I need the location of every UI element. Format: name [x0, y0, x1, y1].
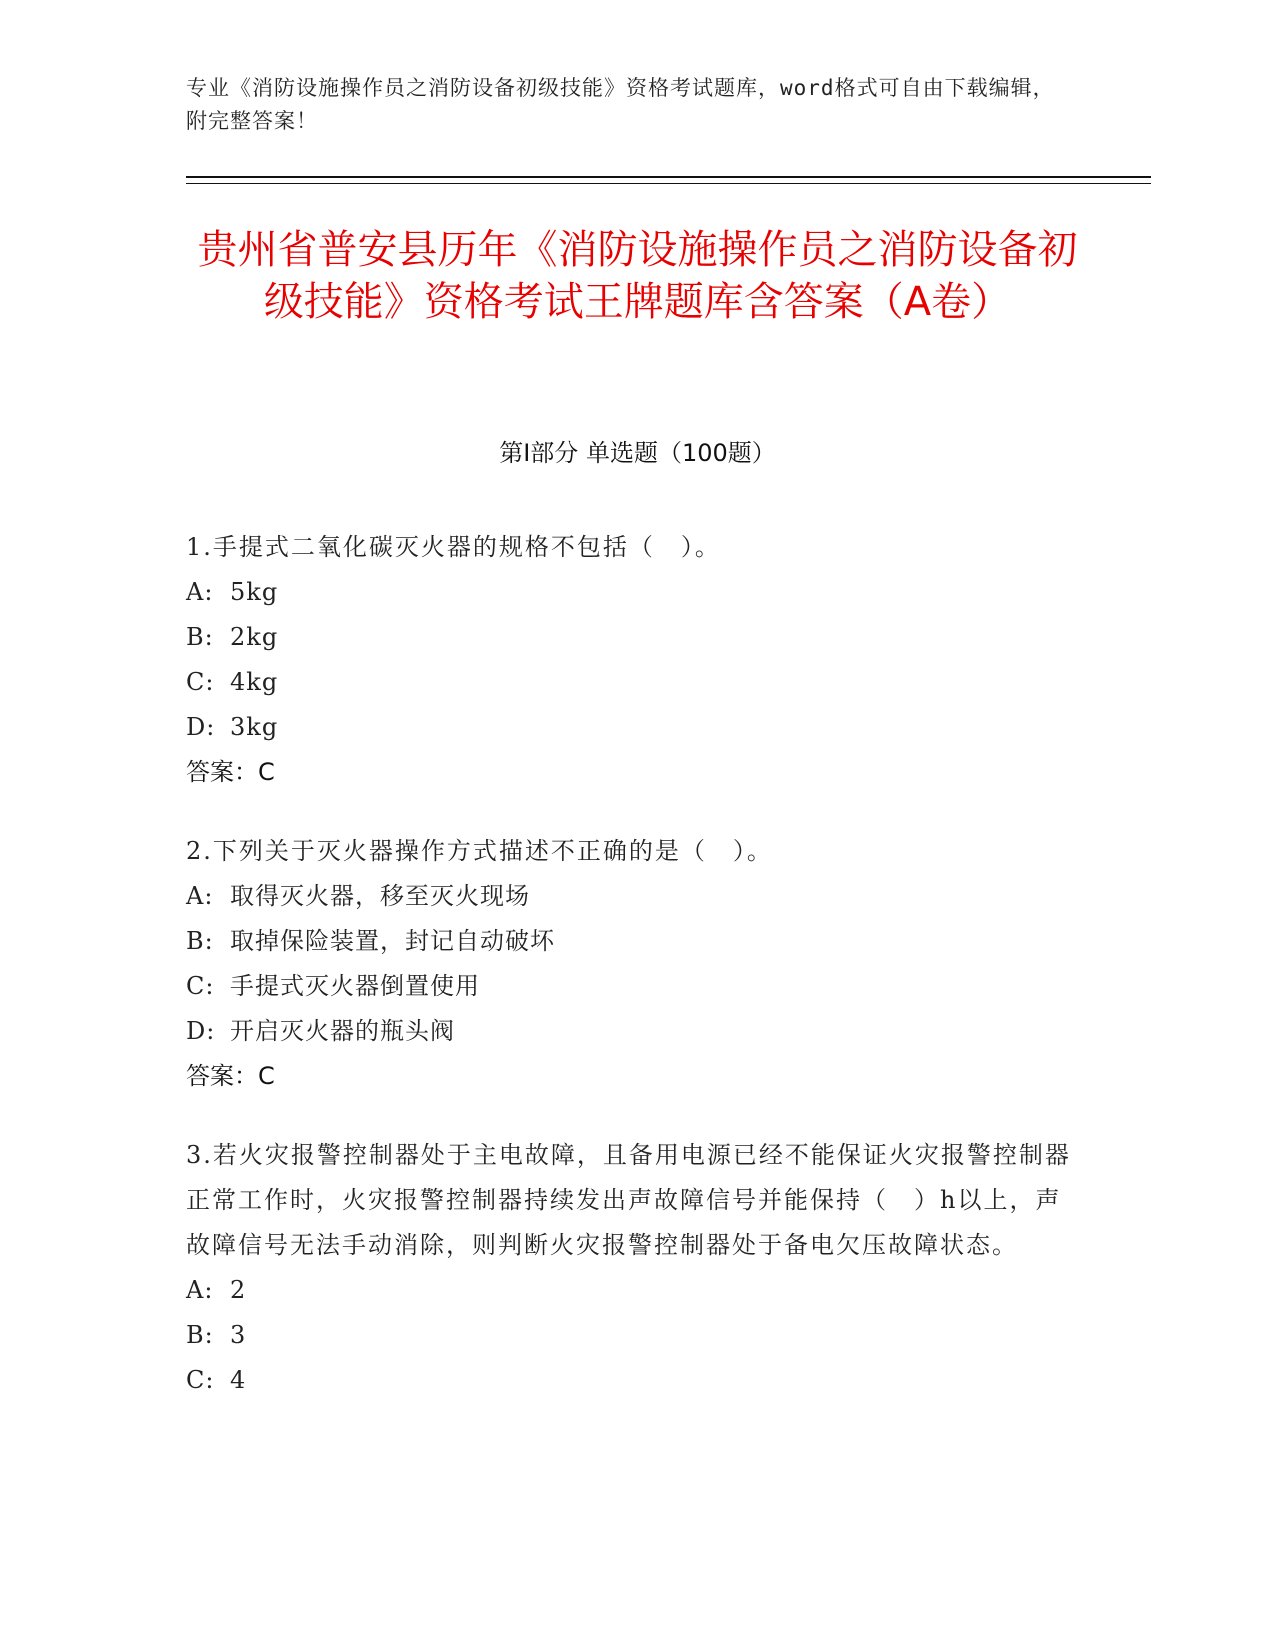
question-2: [186, 829, 1076, 1099]
question-3: [186, 1133, 1076, 1403]
option-b: [186, 919, 1076, 964]
option-b: [186, 615, 1076, 660]
question-stem: 1.手提式二氧化碳灭火器的规格不包括（ ）。: [186, 533, 721, 561]
option-text: 4kg: [230, 668, 279, 696]
option-text: 4: [230, 1366, 247, 1394]
option-letter: A:: [186, 578, 214, 606]
section-title: 第Ⅰ部分 单选题（100题）: [499, 439, 776, 467]
option-a: [186, 1268, 1076, 1313]
option-text: 2: [230, 1276, 247, 1304]
option-text: 取得灭火器，移至灭火现场: [230, 882, 530, 910]
option-letter: C:: [186, 972, 215, 1000]
option-letter: A:: [186, 882, 214, 910]
option-c: [186, 964, 1076, 1009]
option-c: [186, 1358, 1076, 1403]
answer-line: 答案：C: [186, 1062, 275, 1090]
option-d: [186, 705, 1076, 750]
option-letter: A:: [186, 1276, 214, 1304]
question-1: [186, 525, 1076, 795]
option-letter: B:: [186, 927, 214, 955]
option-text: 开启灭火器的瓶头阀: [230, 1017, 455, 1045]
question-list: [186, 525, 1076, 1437]
header-note: 专业《消防设施操作员之消防设备初级技能》资格考试题库，word格式可自由下载编辑，附完整答案！: [186, 76, 1055, 133]
option-letter: B:: [186, 623, 214, 651]
option-text: 3: [230, 1321, 247, 1349]
question-stem: 3.若火灾报警控制器处于主电故障，且备用电源已经不能保证火灾报警控制器正常工作时，火灾报警控制器持续发出声故障信号并能保持（ ）h以上，声故障信号无法手动消除，则判断火灾报警控制器处于备电欠压故障状态。: [186, 1141, 1071, 1259]
option-text: 取掉保险装置，封记自动破坏: [230, 927, 555, 955]
option-letter: B:: [186, 1321, 214, 1349]
question-stem: 2.下列关于灭火器操作方式描述不正确的是（ ）。: [186, 837, 773, 865]
option-letter: D:: [186, 1017, 216, 1045]
option-letter: C:: [186, 1366, 215, 1394]
option-b: [186, 1313, 1076, 1358]
option-letter: C:: [186, 668, 215, 696]
option-text: 手提式灭火器倒置使用: [230, 972, 480, 1000]
option-text: 5kg: [230, 578, 279, 606]
option-text: 2kg: [230, 623, 279, 651]
option-a: [186, 874, 1076, 919]
option-text: 3kg: [230, 713, 279, 741]
answer-line: 答案：C: [186, 758, 275, 786]
header-divider-thick: [186, 176, 1151, 178]
document-title: 贵州省普安县历年《消防设施操作员之消防设备初级技能》资格考试王牌题库含答案（A卷）: [197, 227, 1078, 325]
option-a: [186, 570, 1076, 615]
option-letter: D:: [186, 713, 216, 741]
header-divider-thin: [186, 183, 1151, 184]
option-d: [186, 1009, 1076, 1054]
option-c: [186, 660, 1076, 705]
